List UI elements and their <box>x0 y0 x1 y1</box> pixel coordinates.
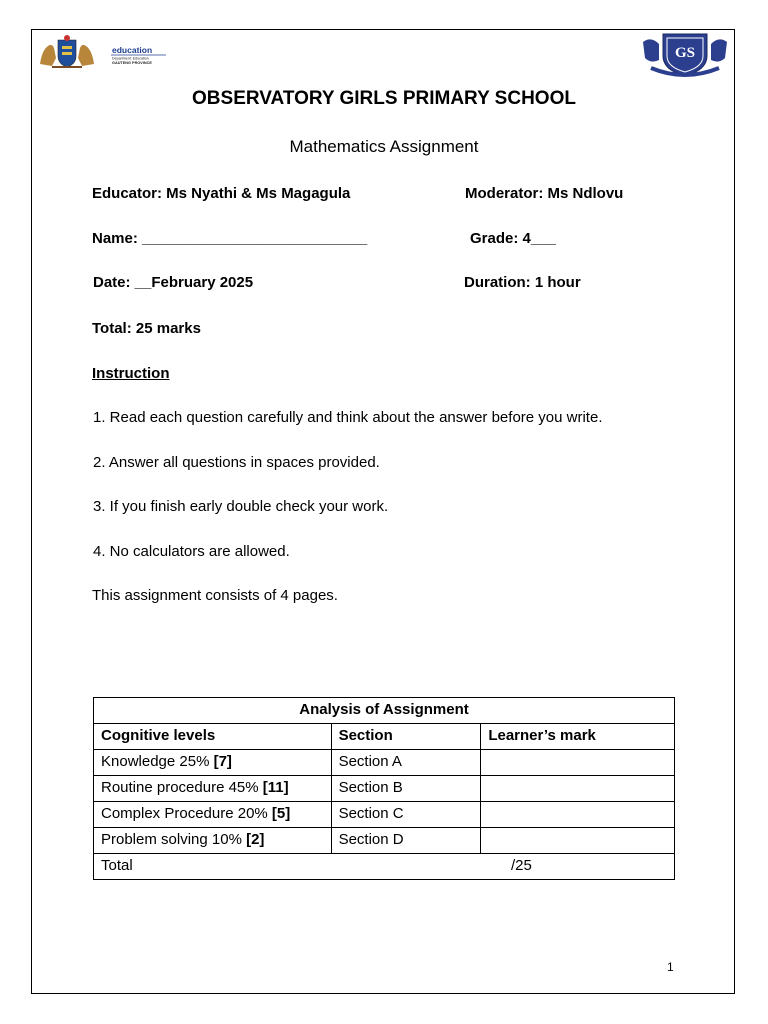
section-cell: Section D <box>331 828 481 854</box>
table-row <box>94 750 675 776</box>
column-header-learners-mark: Learner’s mark <box>481 724 675 750</box>
section-cell: Section A <box>331 750 481 776</box>
level-text: Problem solving 10% <box>101 831 247 848</box>
moderator-line: Moderator: Ms Ndlovu <box>465 185 624 202</box>
total-marks-line: Total: 25 marks <box>92 320 201 337</box>
page-number: 1 <box>667 960 674 974</box>
pages-note: This assignment consists of 4 pages. <box>92 587 338 604</box>
total-cell <box>94 854 675 880</box>
learner-mark-cell <box>481 828 675 854</box>
total-row <box>94 854 675 880</box>
table-row <box>94 802 675 828</box>
level-marks: [11] <box>262 779 289 796</box>
assignment-title: Mathematics Assignment <box>289 137 479 156</box>
instruction-item-2: 2. Answer all questions in spaces provided. <box>93 454 380 471</box>
learner-mark-cell <box>481 750 675 776</box>
total-value: /25 <box>511 857 532 874</box>
school-name: OBSERVATORY GIRLS PRIMARY SCHOOL <box>192 88 576 109</box>
instruction-heading: Instruction <box>92 365 170 382</box>
learner-mark-cell <box>481 802 675 828</box>
gauteng-education-logo <box>38 34 172 70</box>
grade-line: Grade: 4___ <box>470 230 556 247</box>
section-cell: Section B <box>331 776 481 802</box>
learner-mark-cell <box>481 776 675 802</box>
table-row <box>94 828 675 854</box>
name-line: Name: ___________________________ <box>92 230 368 247</box>
instruction-item-1: 1. Read each question carefully and think about the answer before you write. <box>93 409 603 426</box>
analysis-title-row <box>94 698 675 724</box>
level-text: Knowledge 25% <box>101 753 214 770</box>
school-crest-logo <box>641 30 729 78</box>
total-label: Total <box>101 857 133 874</box>
section-cell: Section C <box>331 802 481 828</box>
logo-province-text: GAUTENG PROVINCE <box>112 61 152 65</box>
analysis-title: Analysis of Assignment <box>94 698 675 724</box>
column-header-section: Section <box>331 724 481 750</box>
cognitive-level-cell <box>94 776 332 802</box>
instruction-item-4: 4. No calculators are allowed. <box>93 543 290 560</box>
date-line: Date: __February 2025 <box>93 274 254 291</box>
logo-department-text: Department: Education <box>112 56 149 61</box>
column-header-cognitive-levels: Cognitive levels <box>94 724 332 750</box>
level-text: Complex Procedure 20% <box>101 805 272 822</box>
analysis-table <box>93 697 675 880</box>
level-marks: [5] <box>271 805 291 822</box>
duration-line: Duration: 1 hour <box>464 274 581 291</box>
level-text: Routine procedure 45% <box>101 779 263 796</box>
cognitive-level-cell <box>94 750 332 776</box>
table-row <box>94 776 675 802</box>
educator-line: Educator: Ms Nyathi & Ms Magagula <box>92 185 351 202</box>
analysis-header-row <box>94 724 675 750</box>
logo-education-text: education <box>112 45 153 55</box>
cognitive-level-cell <box>94 828 332 854</box>
cognitive-level-cell <box>94 802 332 828</box>
level-marks: [7] <box>213 753 232 770</box>
crest-initials: GS <box>674 45 696 61</box>
level-marks: [2] <box>246 831 265 848</box>
instruction-item-3: 3. If you finish early double check your work. <box>93 498 389 515</box>
